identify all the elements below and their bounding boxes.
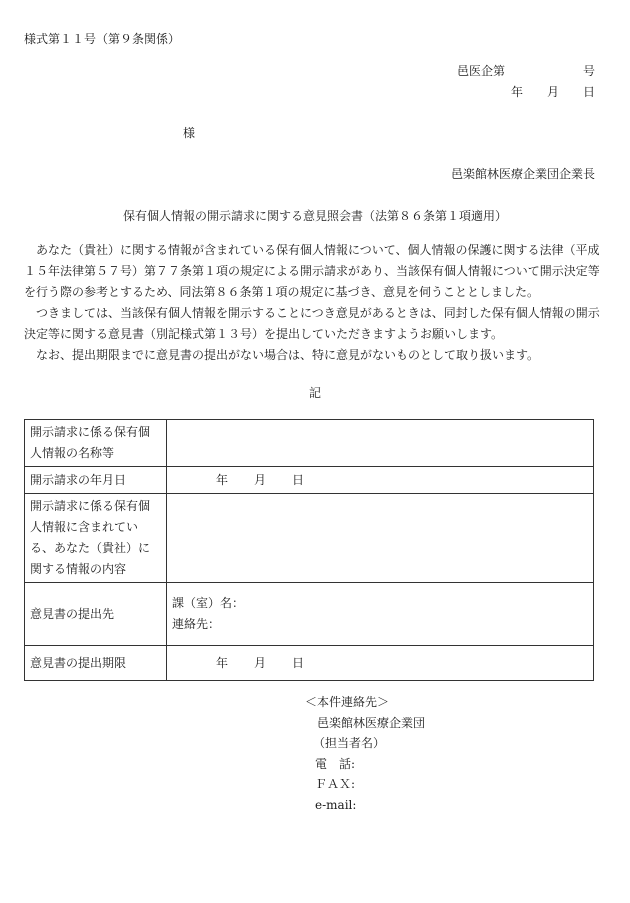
contact-person: （担当者名） (313, 736, 386, 750)
row-label-submission-deadline: 意見書の提出期限 (25, 646, 167, 681)
row-value-request-date[interactable] (167, 467, 594, 494)
issue-date-line (511, 83, 595, 100)
table-row (25, 494, 594, 583)
addressee: 様 (183, 126, 196, 140)
row-label-request-date: 開示請求の年月日 (25, 467, 167, 494)
form-number: 様式第１１号（第９条関係） (24, 32, 181, 46)
body-paragraph-1: あなた（貴社）に関する情報が含まれている保有個人情報について、個人情報の保護に関する法律（平成１５年法律第５７号）第７７条第１項の規定による開示請求があり、当該保有個人情報について開示決定等を行う際の参考とするため、同法第８６条第１項の規定に基づき、意見を伺うこととしました。 (24, 243, 600, 299)
contact-field: 連絡先： (172, 617, 221, 631)
date-day: 日 (582, 85, 595, 99)
row-value-info-content[interactable] (167, 494, 594, 583)
document-number-prefix: 邑医企第 (456, 64, 505, 78)
deadline-day: 日 (292, 655, 305, 670)
date-month: 月 (546, 85, 559, 99)
contact-fax: ＦＡＸ: (315, 777, 356, 791)
document-number-line (457, 62, 595, 79)
section-name-field: 課（室）名： (172, 596, 245, 610)
body-text (24, 240, 608, 366)
request-date-day: 日 (292, 472, 305, 487)
contact-phone: 電 話: (315, 756, 356, 771)
ki-heading: 記 (308, 386, 321, 400)
deadline-month: 月 (254, 655, 267, 670)
sender: 邑楽館林医療企業団企業長 (450, 167, 595, 181)
table-row (25, 646, 594, 681)
row-value-info-name[interactable] (167, 420, 594, 467)
contact-block (305, 692, 425, 815)
request-date-month: 月 (254, 472, 267, 487)
table-row (25, 467, 594, 494)
body-paragraph-3: なお、提出期限までに意見書の提出がない場合は、特に意見がないものとして取り扱います。 (36, 348, 540, 362)
document-number-suffix: 号 (582, 64, 595, 78)
date-year: 年 (510, 85, 523, 99)
row-label-info-name: 開示請求に係る保有個人情報の名称等 (25, 420, 167, 467)
row-label-submission-destination: 意見書の提出先 (25, 583, 167, 646)
row-value-submission-destination[interactable] (167, 583, 594, 646)
row-label-info-content: 開示請求に係る保有個人情報に含まれている、あなた（貴社）に関する情報の内容 (25, 494, 167, 583)
deadline-year: 年 (216, 655, 229, 670)
contact-org: 邑楽館林医療企業団 (317, 715, 426, 730)
info-table (24, 419, 594, 681)
row-value-submission-deadline[interactable] (167, 646, 594, 681)
body-paragraph-2: つきましては、当該保有個人情報を開示することにつき意見があるときは、同封した保有個人情報の開示決定等に関する意見書（別記様式第１３号）を提出していただきますようお願いします。 (24, 306, 600, 341)
contact-heading: ＜本件連絡先＞ (305, 695, 390, 709)
document-title: 保有個人情報の開示請求に関する意見照会書（法第８６条第１項適用） (122, 209, 507, 223)
request-date-year: 年 (216, 472, 229, 487)
table-row (25, 583, 594, 646)
contact-email: e-mail: (315, 797, 357, 812)
table-row (25, 420, 594, 467)
